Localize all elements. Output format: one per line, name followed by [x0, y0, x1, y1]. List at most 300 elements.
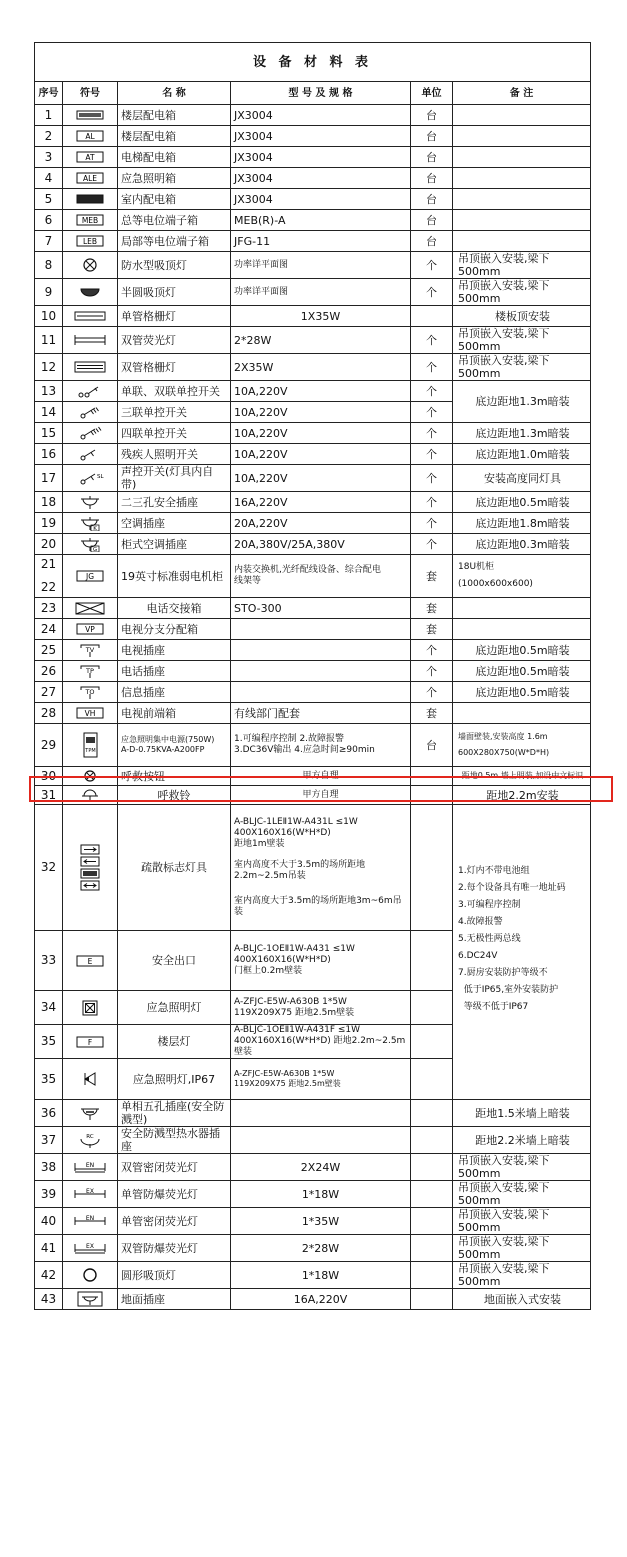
symbol-cell [63, 682, 118, 703]
spec-line: 距地1m壁装 [234, 839, 285, 849]
spec-line: A-ZFJC-E5W-A630B 1*5W [234, 1069, 335, 1078]
table-row [35, 210, 591, 231]
outlet-TO-icon [63, 684, 117, 700]
unit-cell: 台 [411, 189, 453, 210]
row-number: 2 [35, 126, 63, 147]
unit-cell [411, 805, 453, 931]
row-number-a: 21 [40, 557, 57, 571]
spec-cell: JX3004 [231, 147, 411, 168]
unit-cell: 个 [411, 492, 453, 513]
svg-text:AT: AT [85, 153, 95, 163]
box-ALE-icon [63, 170, 117, 186]
unit-cell: 个 [411, 327, 453, 354]
shared-note-line: 4.故障报警 [458, 917, 503, 927]
unit-cell [411, 1289, 453, 1310]
unit-cell: 套 [411, 555, 453, 598]
unit-cell: 个 [411, 661, 453, 682]
name-cell: 应急照明箱 [118, 168, 231, 189]
spec-cell: 1*18W [231, 1262, 411, 1289]
symbol-cell [63, 1262, 118, 1289]
note-cell: 底边距地1.3m暗装 [453, 381, 591, 423]
box-JG-icon [63, 568, 117, 584]
header-spec: 型 号 及 规 格 [231, 82, 411, 105]
note-cell [453, 189, 591, 210]
note-cell: 吊顶嵌入安装,梁下500mm [453, 252, 591, 279]
spec-cell: 10A,220V [231, 423, 411, 444]
tube-EN2-icon [63, 1159, 117, 1175]
row-number: 25 [35, 640, 63, 661]
spec-line: 400X160X16(W*H*D) [234, 955, 331, 965]
symbol-cell [63, 703, 118, 724]
symbol-cell [63, 105, 118, 126]
row-number: 9 [35, 279, 63, 306]
name-cell: 地面插座 [118, 1289, 231, 1310]
name-cell: 疏散标志灯具 [118, 805, 231, 931]
symbol-cell [63, 555, 118, 598]
name-cell: 总等电位端子箱 [118, 210, 231, 231]
unit-cell [411, 1181, 453, 1208]
note-line-2: 600X280X750(W*D*H) [458, 748, 550, 757]
table-row [35, 682, 591, 703]
table-row [35, 805, 591, 931]
unit-cell: 台 [411, 105, 453, 126]
header-symbol: 符号 [63, 82, 118, 105]
unit-cell [411, 1025, 453, 1059]
note-cell [453, 619, 591, 640]
row-number: 35 [35, 1059, 63, 1100]
table-row [35, 1154, 591, 1181]
unit-cell [411, 1208, 453, 1235]
svg-text:JG: JG [85, 572, 95, 582]
row-number: 17 [35, 465, 63, 492]
row-number: 6 [35, 210, 63, 231]
unit-cell: 台 [411, 210, 453, 231]
spec-line: 3.DC36V输出 4.应急时间≥90min [234, 745, 375, 755]
spec-cell [231, 724, 411, 767]
name-cell: 楼层配电箱 [118, 126, 231, 147]
name-cell [118, 724, 231, 767]
note-line: 18U机柜 [458, 562, 495, 572]
symbol-cell [63, 306, 118, 327]
unit-cell: 个 [411, 444, 453, 465]
unit-cell: 个 [411, 682, 453, 703]
symbol-cell [63, 1235, 118, 1262]
spec-cell [231, 555, 411, 598]
box-VP-icon [63, 621, 117, 637]
spec-line: A-BLJC-1OEⅡ1W-A431F ≤1W [234, 1025, 361, 1035]
symbol-cell [63, 767, 118, 786]
row-number: 19 [35, 513, 63, 534]
spec-cell: 16A,220V [231, 492, 411, 513]
table-row [35, 724, 591, 767]
shared-note-line: 2.每个设备具有唯一地址码 [458, 883, 566, 893]
tube-EX1-icon [63, 1186, 117, 1202]
symbol-cell [63, 598, 118, 619]
row-number [35, 555, 63, 598]
unit-cell: 台 [411, 231, 453, 252]
name-cell: 声控开关(灯具内自带) [118, 465, 231, 492]
symbol-cell [63, 1289, 118, 1310]
spec-line: 内装交换机,光纤配线设备、综合配电 [234, 565, 381, 575]
note-cell: 距地2.2米墙上暗装 [453, 1127, 591, 1154]
note-cell: 吊顶嵌入安装,梁下500mm [453, 1181, 591, 1208]
spec-cell: 10A,220V [231, 402, 411, 423]
table-row [35, 1181, 591, 1208]
row-number: 27 [35, 682, 63, 703]
spec-cell: JX3004 [231, 189, 411, 210]
row-number: 10 [35, 306, 63, 327]
unit-cell [411, 1154, 453, 1181]
unit-cell: 套 [411, 703, 453, 724]
name-cell: 空调插座 [118, 513, 231, 534]
unit-cell: 个 [411, 279, 453, 306]
socket-G-icon [63, 536, 117, 552]
svg-text:K: K [93, 526, 97, 531]
unit-cell: 个 [411, 402, 453, 423]
box-AT-icon [63, 149, 117, 165]
symbol-cell [63, 786, 118, 805]
box-F-icon [63, 1034, 117, 1050]
note-cell: 吊顶嵌入安装,梁下500mm [453, 1235, 591, 1262]
table-row [35, 1262, 591, 1289]
half-circle-icon [63, 284, 117, 300]
note-cell: 底边距地0.3m暗装 [453, 534, 591, 555]
row-number: 33 [35, 931, 63, 991]
svg-text:EN: EN [85, 1215, 95, 1222]
note-cell [453, 703, 591, 724]
note-cell: 吊顶嵌入安装,梁下500mm [453, 354, 591, 381]
name-cell: 应急照明灯,IP67 [118, 1059, 231, 1100]
name-cell: 室内配电箱 [118, 189, 231, 210]
row-number: 18 [35, 492, 63, 513]
circle-icon [63, 1267, 117, 1283]
spec-cell [231, 1100, 411, 1127]
table-row [35, 640, 591, 661]
row-number: 26 [35, 661, 63, 682]
table [34, 42, 591, 1310]
name-line-2: A-D-0.75KVA-A200FP [121, 745, 205, 754]
name-cell: 信息插座 [118, 682, 231, 703]
unit-cell: 个 [411, 354, 453, 381]
table-row [35, 189, 591, 210]
symbol-cell [63, 279, 118, 306]
symbol-cell [63, 724, 118, 767]
unit-cell: 台 [411, 147, 453, 168]
table-row [35, 619, 591, 640]
svg-text:VH: VH [84, 709, 96, 719]
name-cell: 楼层配电箱 [118, 105, 231, 126]
name-cell: 半圆吸顶灯 [118, 279, 231, 306]
table-row [35, 513, 591, 534]
row-number: 36 [35, 1100, 63, 1127]
unit-cell: 个 [411, 465, 453, 492]
spec-line: 线架等 [234, 576, 262, 586]
symbol-cell [63, 931, 118, 991]
symbol-cell [63, 126, 118, 147]
svg-text:AL: AL [85, 132, 95, 142]
equipment-material-table [34, 42, 590, 1310]
symbol-cell [63, 1181, 118, 1208]
table-row [35, 231, 591, 252]
symbol-cell [63, 231, 118, 252]
name-cell: 呼救按钮 [118, 767, 231, 786]
spec-cell: 10A,220V [231, 381, 411, 402]
table-row [35, 147, 591, 168]
spec-cell: 10A,220V [231, 444, 411, 465]
note-cell: 距地2.2m安装 [453, 786, 591, 805]
symbol-cell [63, 805, 118, 931]
spec-cell: JX3004 [231, 126, 411, 147]
row-number: 12 [35, 354, 63, 381]
svg-text:EX: EX [86, 1188, 94, 1195]
symbol-cell [63, 619, 118, 640]
name-cell: 四联单控开关 [118, 423, 231, 444]
spec-cell [231, 1127, 411, 1154]
spec-cell [231, 805, 411, 931]
box-filled-icon [63, 191, 117, 207]
spec-cell: JFG-11 [231, 231, 411, 252]
note-cell: 底边距地0.5m暗装 [453, 492, 591, 513]
socket-heater-icon [63, 1132, 117, 1148]
spec-cell: STO-300 [231, 598, 411, 619]
socket-icon [63, 494, 117, 510]
name-cell: 双管防爆荧光灯 [118, 1235, 231, 1262]
unit-cell: 套 [411, 598, 453, 619]
note-cell: 底边距地1.8m暗装 [453, 513, 591, 534]
svg-text:MEB: MEB [81, 216, 99, 226]
spec-cell: 16A,220V [231, 1289, 411, 1310]
spec-cell [231, 991, 411, 1025]
table-row [35, 767, 591, 786]
box-bowtie-icon [63, 600, 117, 616]
svg-text:LEB: LEB [82, 237, 98, 247]
row-number: 5 [35, 189, 63, 210]
table-row [35, 1100, 591, 1127]
shared-note-line: 7.厨房安装防护等级不 [458, 968, 548, 978]
switch-single-icon [63, 446, 117, 462]
header-name: 名 称 [118, 82, 231, 105]
unit-cell: 个 [411, 423, 453, 444]
table-row [35, 661, 591, 682]
table-title: 设 备 材 料 表 [35, 43, 591, 82]
tube-box-icon [63, 359, 117, 375]
name-cell: 电话交接箱 [118, 598, 231, 619]
table-row [35, 279, 591, 306]
row-number: 4 [35, 168, 63, 189]
name-cell: 三联单控开关 [118, 402, 231, 423]
box-LEB-icon [63, 233, 117, 249]
symbol-cell [63, 1025, 118, 1059]
symbol-cell [63, 327, 118, 354]
unit-cell: 个 [411, 252, 453, 279]
shared-note-line: 5.无极性两总线 [458, 934, 521, 944]
table-row [35, 252, 591, 279]
symbol-cell [63, 423, 118, 444]
unit-cell [411, 991, 453, 1025]
note-cell [453, 598, 591, 619]
row-number: 30 [35, 767, 63, 786]
spec-cell [231, 661, 411, 682]
note-cell [453, 555, 591, 598]
note-cell: 底边距地0.5m暗装 [453, 682, 591, 703]
symbol-cell [63, 402, 118, 423]
name-line: 应急照明集中电源(750W) [121, 735, 215, 744]
symbol-cell [63, 640, 118, 661]
note-cell: 距地1.5米墙上暗装 [453, 1100, 591, 1127]
symbol-cell [63, 252, 118, 279]
name-cell: 圆形吸顶灯 [118, 1262, 231, 1289]
note-cell: 吊顶嵌入安装,梁下500mm [453, 279, 591, 306]
box-hatched-icon [63, 107, 117, 123]
symbol-cell [63, 991, 118, 1025]
table-row [35, 598, 591, 619]
spec-line: 室内高度大于3.5m的场所距地3m~6m吊装 [234, 896, 402, 917]
table-row [35, 555, 591, 598]
unit-cell: 台 [411, 126, 453, 147]
name-cell: 安全出口 [118, 931, 231, 991]
exit-arrows-icon [63, 843, 117, 893]
name-cell: 单管格栅灯 [118, 306, 231, 327]
table-row [35, 105, 591, 126]
svg-text:TO: TO [85, 688, 95, 696]
spec-cell: 2X24W [231, 1154, 411, 1181]
spec-cell [231, 619, 411, 640]
table-row [35, 534, 591, 555]
floor-socket-icon [63, 1291, 117, 1307]
svg-text:E: E [87, 956, 93, 966]
row-number: 38 [35, 1154, 63, 1181]
name-cell: 防水型吸顶灯 [118, 252, 231, 279]
svg-text:TP: TP [86, 667, 94, 675]
symbol-cell [63, 534, 118, 555]
spec-cell: 甲方自理 [231, 767, 411, 786]
name-cell: 电视分支分配箱 [118, 619, 231, 640]
box-AL-icon [63, 128, 117, 144]
unit-cell [411, 1127, 453, 1154]
row-number: 13 [35, 381, 63, 402]
row-number: 23 [35, 598, 63, 619]
row-number: 43 [35, 1289, 63, 1310]
name-cell: 电视前端箱 [118, 703, 231, 724]
name-cell: 单相五孔插座(安全防溅型) [118, 1100, 231, 1127]
header-note: 备 注 [453, 82, 591, 105]
symbol-cell [63, 513, 118, 534]
note-cell [453, 231, 591, 252]
note-cell [453, 724, 591, 767]
circle-btn-icon [63, 768, 117, 784]
spec-cell: 20A,220V [231, 513, 411, 534]
name-cell: 局部等电位端子箱 [118, 231, 231, 252]
table-row [35, 492, 591, 513]
tube-double-icon [63, 332, 117, 348]
row-number: 11 [35, 327, 63, 354]
box-E-icon [63, 953, 117, 969]
row-number: 7 [35, 231, 63, 252]
row-number: 39 [35, 1181, 63, 1208]
unit-cell [411, 1059, 453, 1100]
box-MEB-icon [63, 212, 117, 228]
spec-cell: 2X35W [231, 354, 411, 381]
shared-note-line: 低于IP65,室外安装防护 [458, 985, 559, 995]
switch-double-icon [63, 383, 117, 399]
row-number: 8 [35, 252, 63, 279]
unit-cell: 个 [411, 640, 453, 661]
symbol-cell [63, 1208, 118, 1235]
symbol-cell [63, 381, 118, 402]
outlet-TP-icon [63, 663, 117, 679]
table-row [35, 786, 591, 805]
table-row [35, 306, 591, 327]
name-cell: 电视插座 [118, 640, 231, 661]
spec-cell: 1*35W [231, 1208, 411, 1235]
row-number: 28 [35, 703, 63, 724]
spec-cell: 功率详平面图 [231, 279, 411, 306]
row-number-b: 22 [40, 580, 57, 594]
spec-line: A-BLJC-1LEⅡ1W-A431L ≤1W [234, 817, 358, 827]
name-cell: 单管密闭荧光灯 [118, 1208, 231, 1235]
row-number: 35 [35, 1025, 63, 1059]
svg-text:TV: TV [85, 646, 95, 654]
note-cell: 吊顶嵌入安装,梁下500mm [453, 327, 591, 354]
spec-cell: 甲方自理 [231, 786, 411, 805]
note-cell: 吊顶嵌入安装,梁下500mm [453, 1262, 591, 1289]
svg-text:TPM: TPM [85, 748, 96, 754]
note-cell: 底边距地1.3m暗装 [453, 423, 591, 444]
symbol-cell [63, 1154, 118, 1181]
spec-cell: 有线部门配套 [231, 703, 411, 724]
shared-note-line: 等级不低于IP67 [458, 1002, 529, 1012]
spec-cell: MEB(R)-A [231, 210, 411, 231]
row-number: 1 [35, 105, 63, 126]
spec-line: 室内高度不大于3.5m的场所距地2.2m~2.5m吊装 [234, 860, 366, 881]
note-line-2: (1000x600x600) [458, 579, 533, 589]
symbol-cell [63, 189, 118, 210]
tube-single-icon [63, 308, 117, 324]
symbol-cell [63, 1127, 118, 1154]
spec-cell: 20A,380V/25A,380V [231, 534, 411, 555]
table-row [35, 327, 591, 354]
name-cell: 双管密闭荧光灯 [118, 1154, 231, 1181]
unit-cell [411, 931, 453, 991]
symbol-cell [63, 444, 118, 465]
note-cell: 吊顶嵌入安装,梁下500mm [453, 1208, 591, 1235]
spec-line: 119X209X75 距地2.5m壁装 [234, 1079, 341, 1088]
spec-cell [231, 1059, 411, 1100]
symbol-cell [63, 1059, 118, 1100]
spec-cell [231, 682, 411, 703]
spec-cell [231, 1025, 411, 1059]
row-number: 31 [35, 786, 63, 805]
shared-note-line: 3.可编程序控制 [458, 900, 521, 910]
spec-line: A-BLJC-1OEⅡ1W-A431 ≤1W [234, 944, 355, 954]
unit-cell [411, 1100, 453, 1127]
row-number: 42 [35, 1262, 63, 1289]
symbol-cell [63, 210, 118, 231]
note-cell [453, 147, 591, 168]
spec-line: 119X209X75 距地2.5m壁装 [234, 1007, 355, 1018]
spec-line: A-ZFJC-E5W-A630B 1*5W [234, 996, 347, 1007]
unit-cell: 个 [411, 513, 453, 534]
switch-quad-icon [63, 425, 117, 441]
name-cell: 残疾人照明开关 [118, 444, 231, 465]
table-row [35, 703, 591, 724]
row-number: 32 [35, 805, 63, 931]
unit-cell [411, 767, 453, 786]
row-number: 16 [35, 444, 63, 465]
svg-text:EN: EN [85, 1162, 95, 1169]
symbol-cell [63, 354, 118, 381]
unit-cell: 个 [411, 534, 453, 555]
